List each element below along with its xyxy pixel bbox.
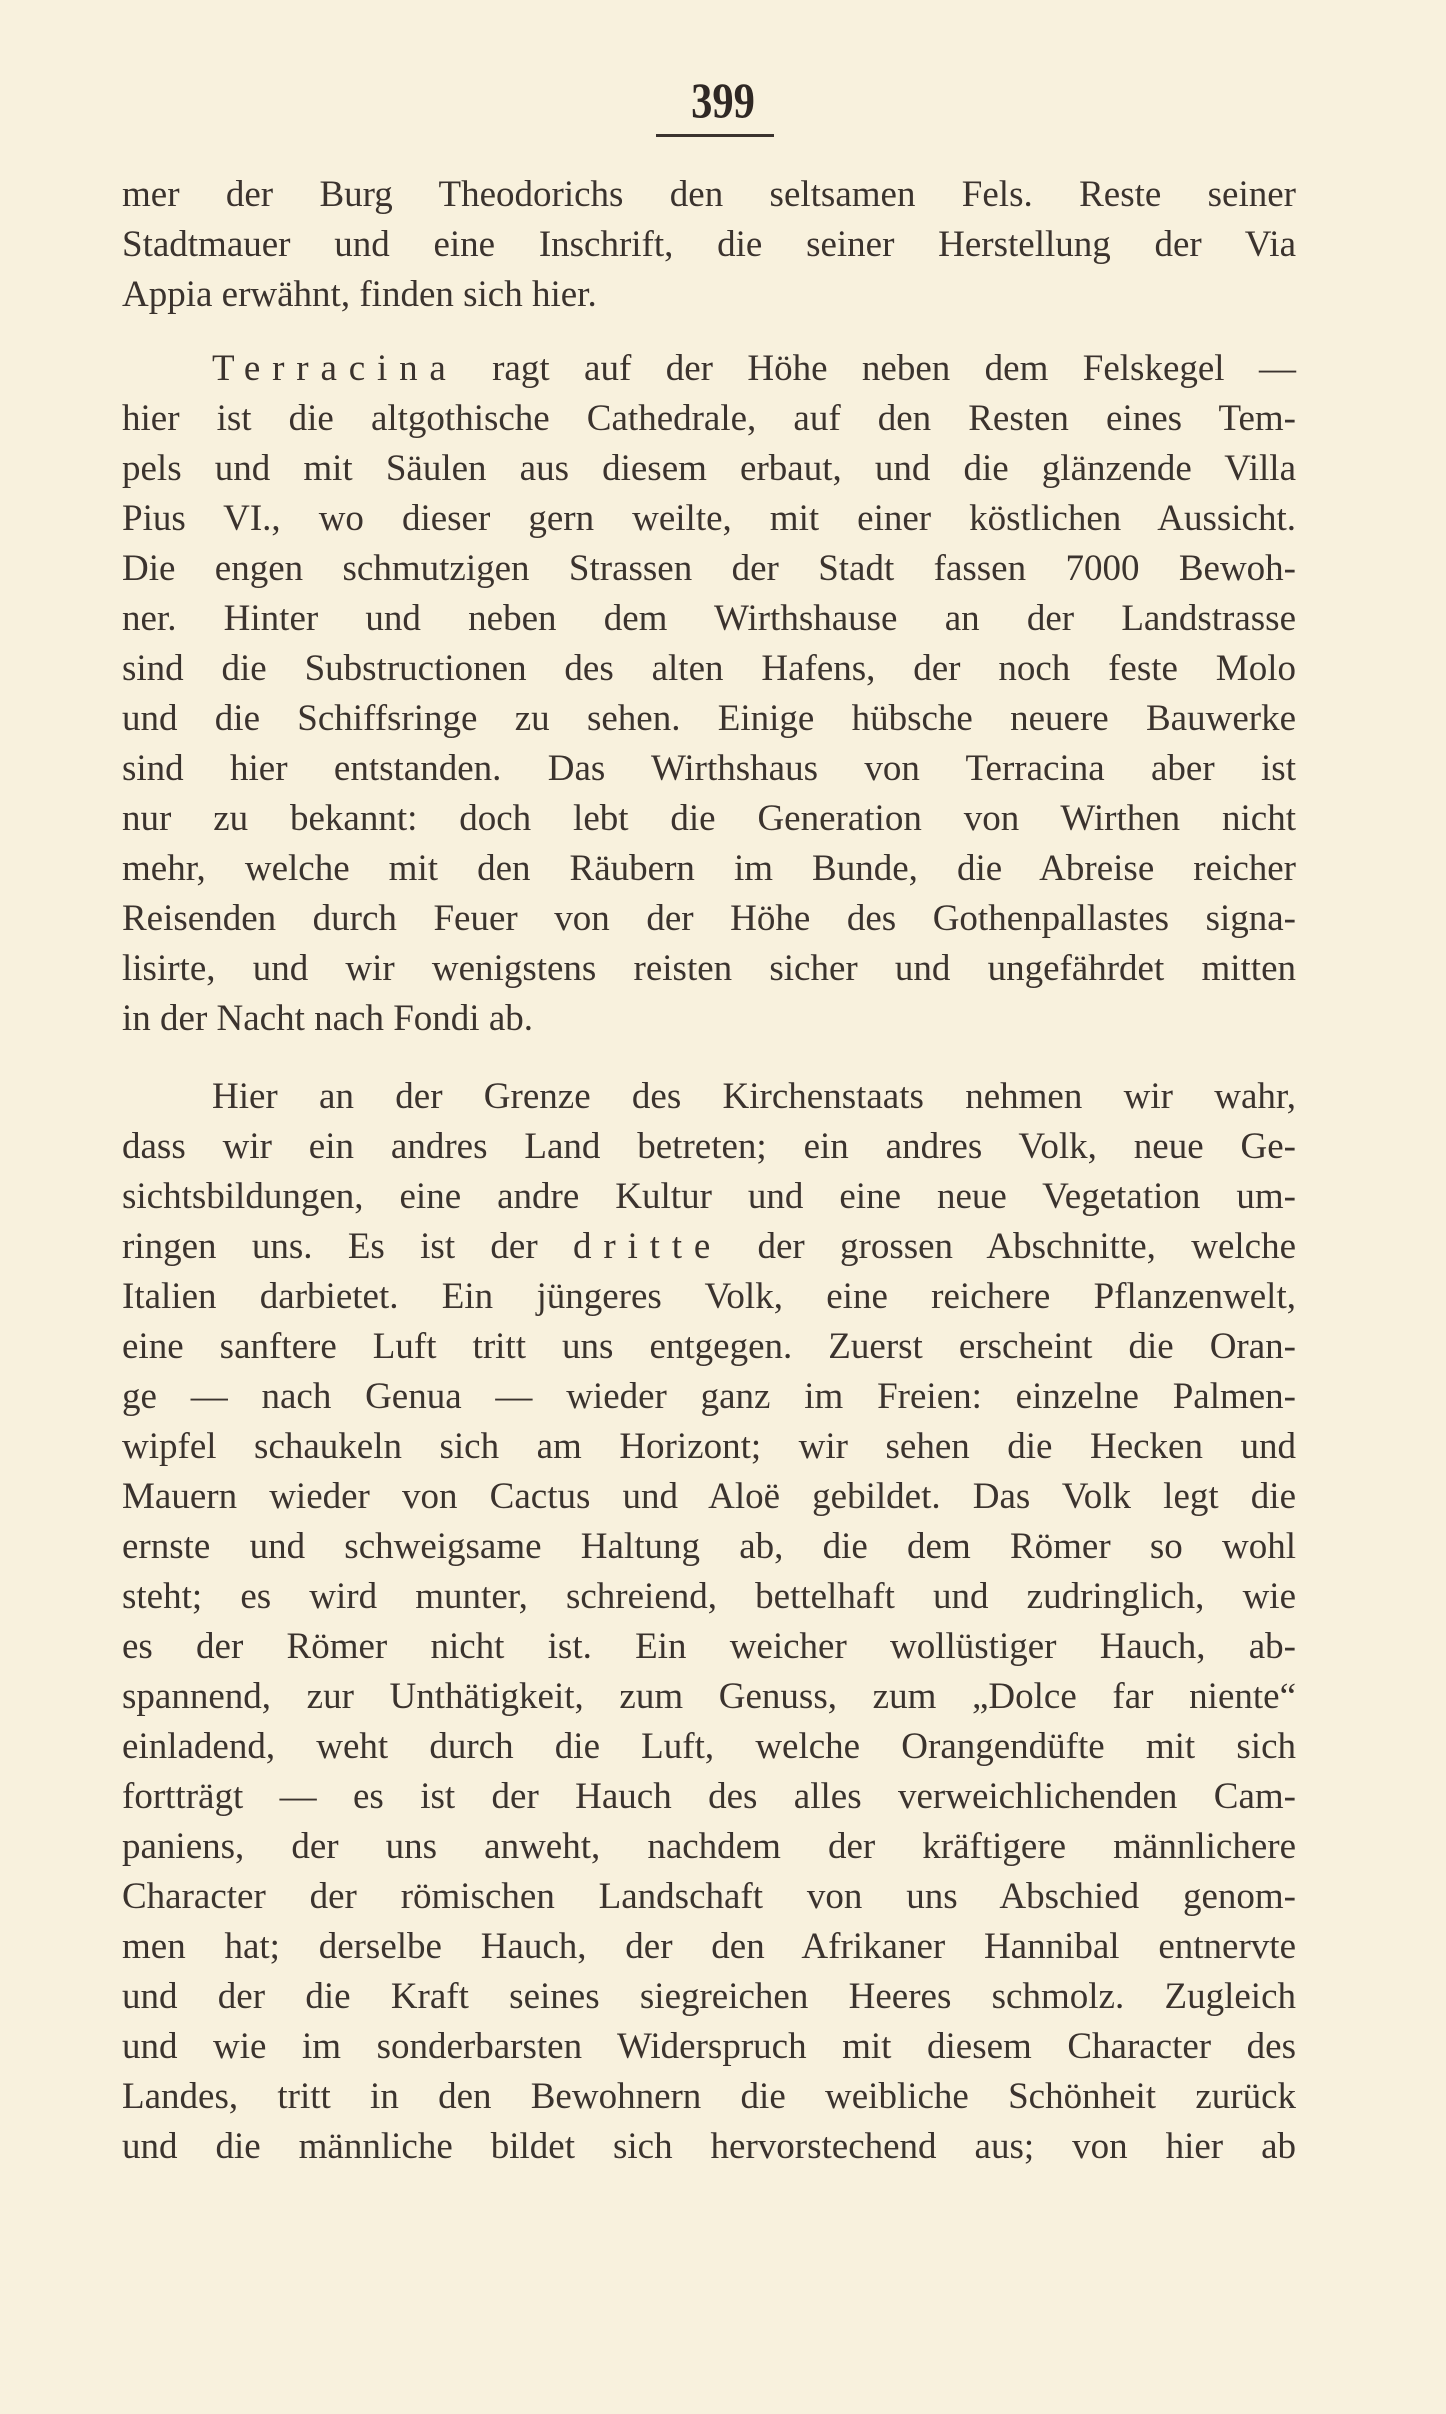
text-line: [122, 1522, 1296, 1572]
text-segment: es der Römer nicht ist. Ein weicher wollüstiger Hauch, ab-: [122, 1626, 1296, 1667]
text-line: [122, 694, 1296, 744]
text-segment: und die Schiffsringe zu sehen. Einige hübsche neuere Bauwerke: [122, 698, 1296, 739]
text-line: [122, 794, 1296, 844]
text-line: [122, 1622, 1296, 1672]
text-segment: eine sanftere Luft tritt uns entgegen. Zuerst erscheint die Oran-: [122, 1326, 1296, 1367]
text-line: [122, 1472, 1296, 1522]
text-segment: nur zu bekannt: doch lebt die Generation von Wirthen nicht: [122, 798, 1296, 839]
text-segment: Landes, tritt in den Bewohnern die weibliche Schönheit zurück: [122, 2076, 1296, 2117]
text-segment: mehr, welche mit den Räubern im Bunde, die Abreise reicher: [122, 848, 1296, 889]
text-segment: ernste und schweigsame Haltung ab, die dem Römer so wohl: [122, 1526, 1296, 1567]
paragraph: [122, 1072, 1296, 2172]
text-line: [122, 2072, 1296, 2122]
text-line: [122, 1422, 1296, 1472]
text-segment: fortträgt — es ist der Hauch des alles verweichlichenden Cam-: [122, 1776, 1296, 1817]
text-segment: in der Nacht nach Fondi ab.: [122, 998, 533, 1039]
text-segment: ge — nach Genua — wieder ganz im Freien: einzelne Palmen-: [122, 1376, 1296, 1417]
text-segment: pels und mit Säulen aus diesem erbaut, und die glänzende Villa: [122, 448, 1296, 489]
text-line: [122, 494, 1296, 544]
text-segment: Appia erwähnt, finden sich hier.: [122, 274, 597, 315]
text-segment: einladend, weht durch die Luft, welche Orangendüfte mit sich: [122, 1726, 1296, 1767]
text-line: [122, 994, 1296, 1044]
text-segment: und der die Kraft seines siegreichen Heeres schmolz. Zugleich: [122, 1976, 1296, 2017]
text-line: [122, 744, 1296, 794]
text-line: [122, 1172, 1296, 1222]
text-line: [122, 270, 1296, 320]
text-line: [122, 644, 1296, 694]
text-line: [122, 1872, 1296, 1922]
text-segment: sind hier entstanden. Das Wirthshaus von Terracina aber ist: [122, 748, 1296, 789]
spaced-emphasis: dritte: [573, 1226, 723, 1267]
text-line: [122, 544, 1296, 594]
text-segment: dass wir ein andres Land betreten; ein andres Volk, neue Ge-: [122, 1126, 1296, 1167]
text-line: [122, 944, 1296, 994]
text-segment: wipfel schaukeln sich am Horizont; wir sehen die Hecken und: [122, 1426, 1296, 1467]
text-segment: Italien darbietet. Ein jüngeres Volk, eine reichere Pflanzenwelt,: [122, 1276, 1296, 1317]
text-segment: paniens, der uns anweht, nachdem der kräftigere männlichere: [122, 1826, 1296, 1867]
text-line: [122, 1322, 1296, 1372]
text-line: [122, 1222, 1296, 1272]
text-segment: sichtsbildungen, eine andre Kultur und eine neue Vegetation um-: [122, 1176, 1296, 1217]
text-line: [122, 844, 1296, 894]
text-segment: sind die Substructionen des alten Hafens, der noch feste Molo: [122, 648, 1296, 689]
text-line: [122, 1722, 1296, 1772]
text-segment: der grossen Abschnitte, welche: [722, 1226, 1296, 1267]
text-segment: Stadtmauer und eine Inschrift, die seiner Herstellung der Via: [122, 224, 1296, 265]
text-line: [122, 394, 1296, 444]
text-segment: ner. Hinter und neben dem Wirthshause an der Landstrasse: [122, 598, 1296, 639]
text-segment: Reisenden durch Feuer von der Höhe des Gothenpallastes signa-: [122, 898, 1296, 939]
text-line: [122, 1072, 1296, 1122]
paragraph: [122, 170, 1296, 320]
text-segment: ringen uns. Es ist der: [122, 1226, 573, 1267]
text-line: [122, 894, 1296, 944]
text-segment: lisirte, und wir wenigstens reisten sicher und ungefährdet mitten: [122, 948, 1296, 989]
text-line: [122, 1122, 1296, 1172]
text-segment: ragt auf der Höhe neben dem Felskegel —: [457, 348, 1296, 389]
text-line: [122, 1772, 1296, 1822]
text-segment: Die engen schmutzigen Strassen der Stadt fassen 7000 Bewoh-: [122, 548, 1296, 589]
text-line: [122, 1922, 1296, 1972]
page-number: 399: [691, 72, 755, 128]
text-segment: Pius VI., wo dieser gern weilte, mit einer köstlichen Aussicht.: [122, 498, 1296, 539]
text-segment: steht; es wird munter, schreiend, bettelhaft und zudringlich, wie: [122, 1576, 1296, 1617]
text-segment: Hier an der Grenze des Kirchenstaats nehmen wir wahr,: [212, 1076, 1296, 1117]
text-line: [122, 2122, 1296, 2172]
text-line: [122, 1822, 1296, 1872]
text-line: [122, 1572, 1296, 1622]
text-line: [122, 444, 1296, 494]
page-number-rule: [656, 134, 774, 137]
text-segment: mer der Burg Theodorichs den seltsamen Fels. Reste seiner: [122, 174, 1296, 215]
text-line: [122, 594, 1296, 644]
text-line: [122, 1972, 1296, 2022]
text-line: [122, 170, 1296, 220]
text-segment: und wie im sonderbarsten Widerspruch mit diesem Character des: [122, 2026, 1296, 2067]
text-line: [122, 344, 1296, 394]
spaced-emphasis: Terracina: [212, 348, 458, 389]
text-line: [122, 220, 1296, 270]
text-line: [122, 1372, 1296, 1422]
text-line: [122, 1672, 1296, 1722]
text-line: [122, 1272, 1296, 1322]
text-segment: Character der römischen Landschaft von uns Abschied genom-: [122, 1876, 1296, 1917]
text-line: [122, 2022, 1296, 2072]
text-segment: hier ist die altgothische Cathedrale, auf den Resten eines Tem-: [122, 398, 1296, 439]
text-segment: spannend, zur Unthätigkeit, zum Genuss, zum „Dolce far niente“: [122, 1676, 1296, 1717]
text-segment: men hat; derselbe Hauch, der den Afrikaner Hannibal entnervte: [122, 1926, 1296, 1967]
text-segment: und die männliche bildet sich hervorstechend aus; von hier ab: [122, 2126, 1296, 2167]
text-segment: Mauern wieder von Cactus und Aloë gebildet. Das Volk legt die: [122, 1476, 1296, 1517]
paragraph: [122, 344, 1296, 1044]
